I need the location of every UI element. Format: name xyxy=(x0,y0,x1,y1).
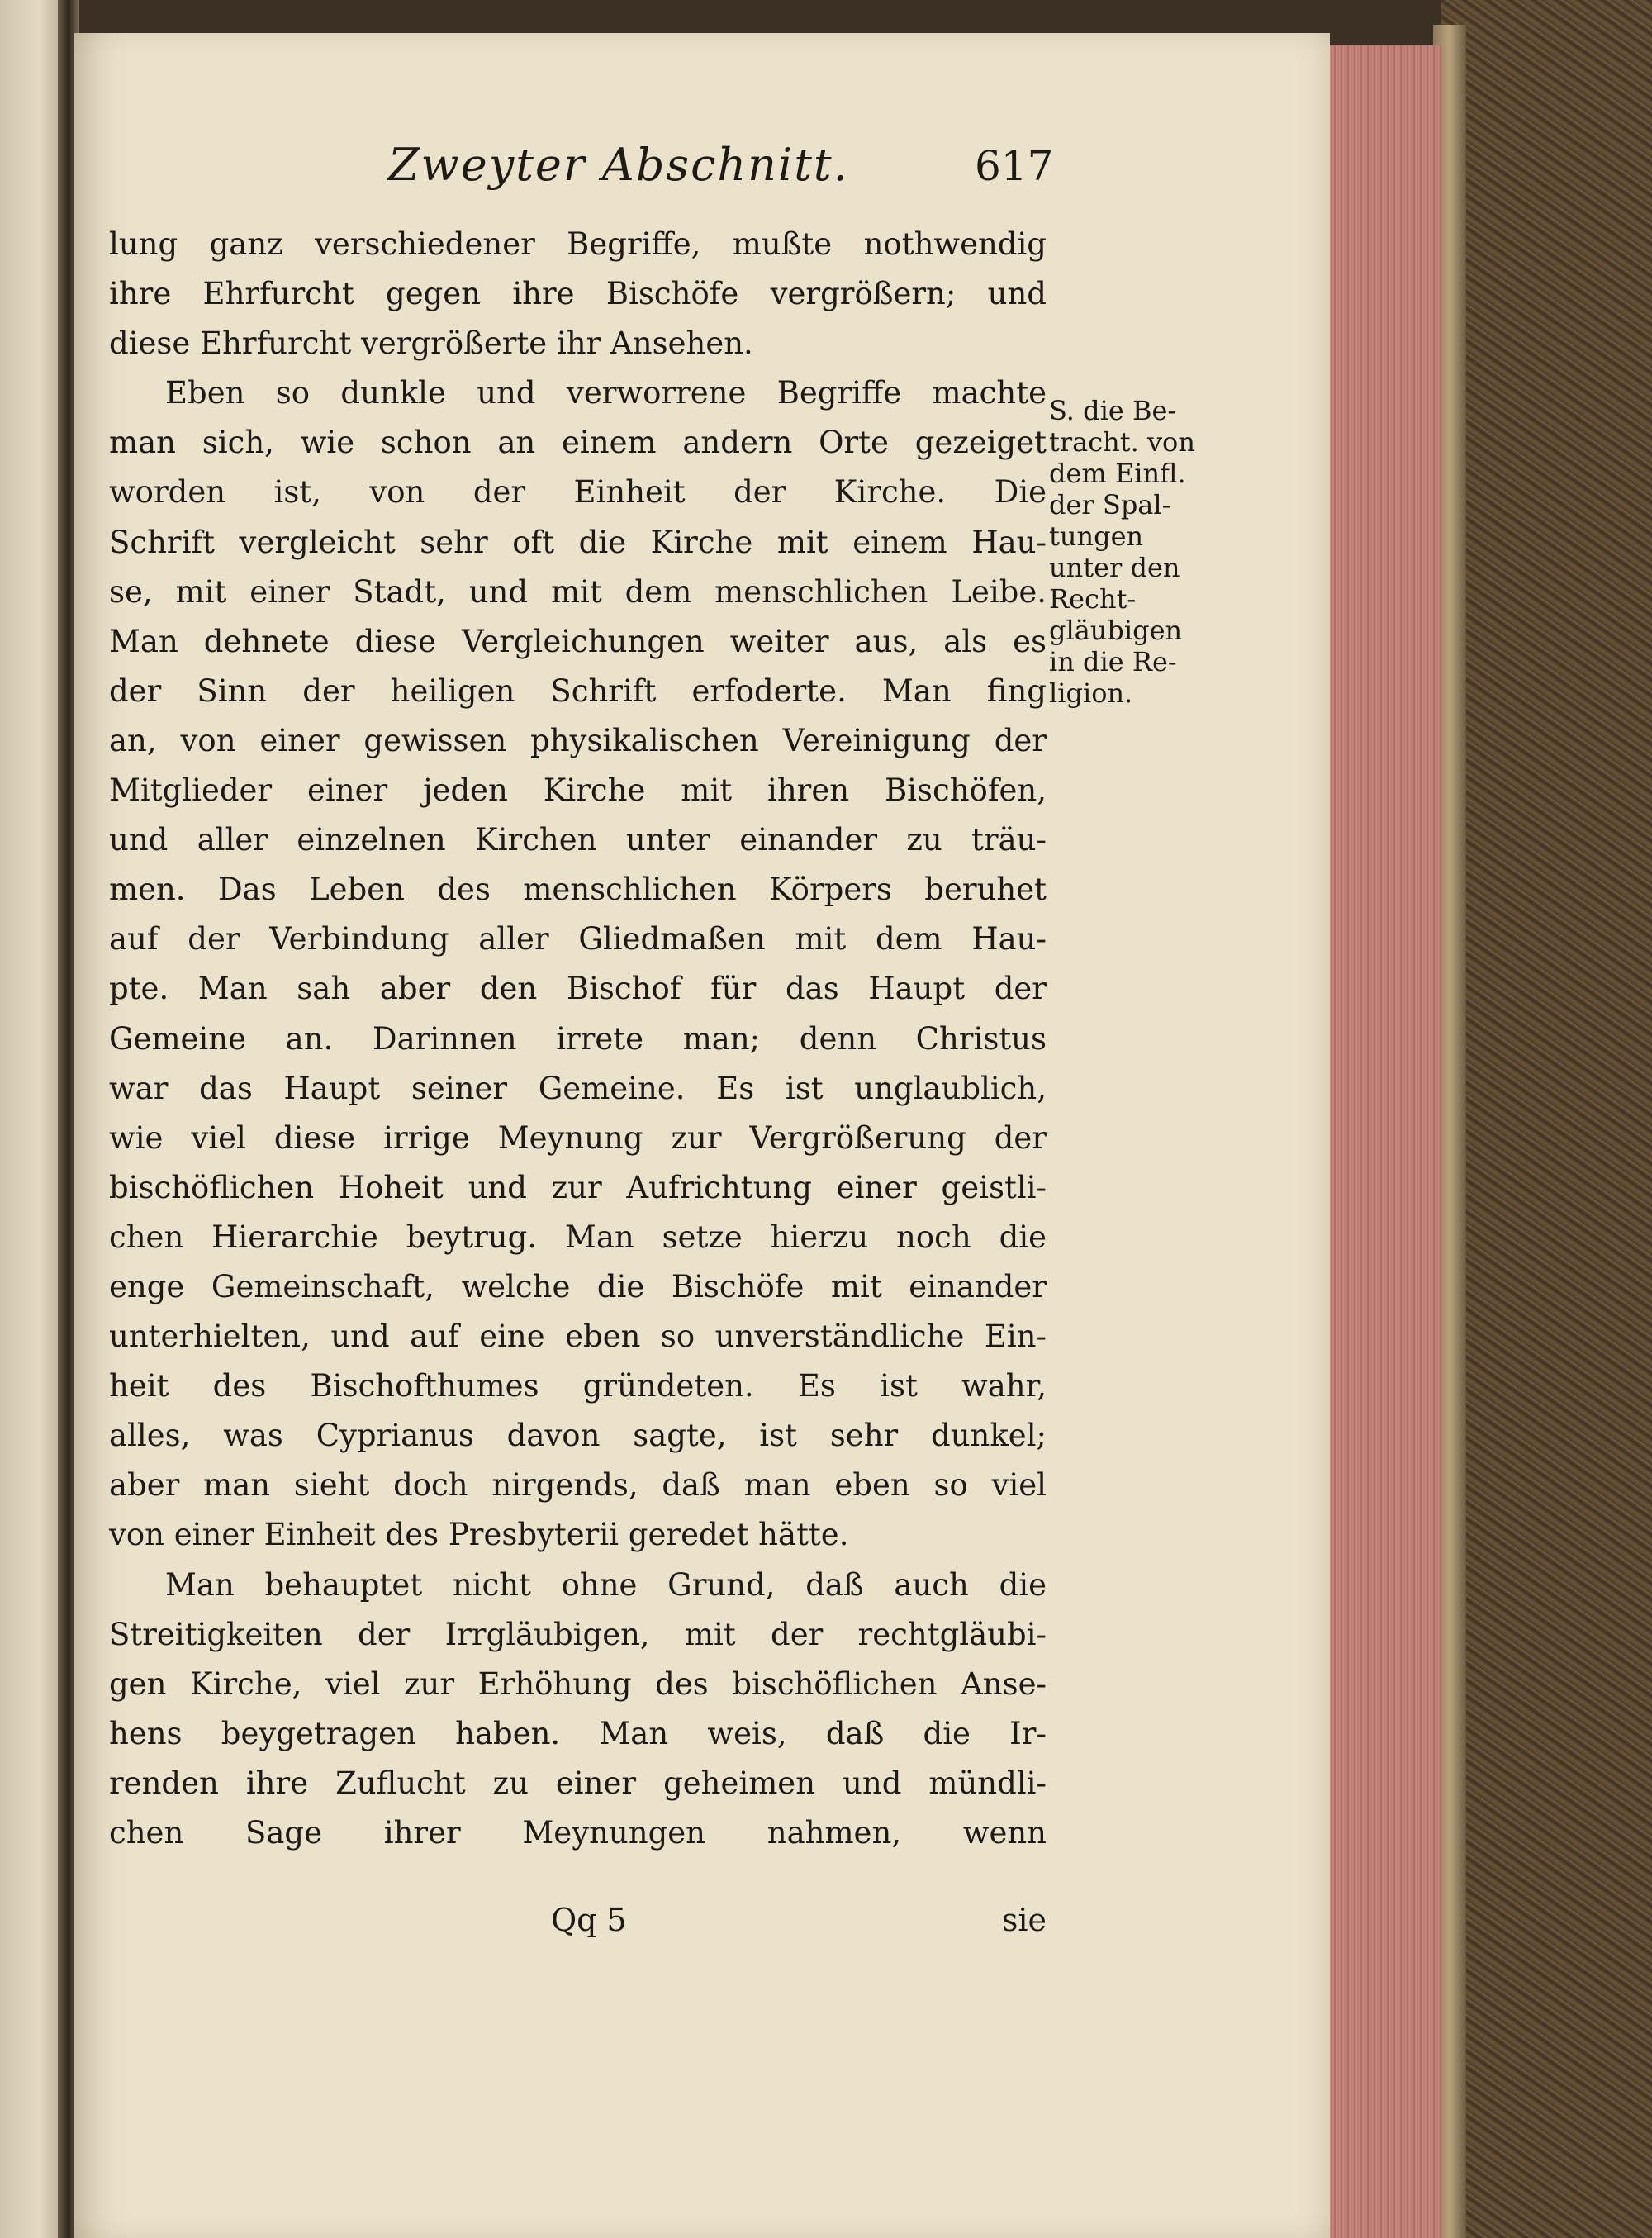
text-line: Man behauptet nicht ohne Grund, daß auch die xyxy=(165,1566,1047,1603)
red-page-edges xyxy=(1317,45,1441,2238)
text-line: pte. Man sah aber den Bischof für das Haupt der xyxy=(109,971,1047,1007)
text-line: von einer Einheit des Presbyterii geredet hätte. xyxy=(109,1517,849,1553)
page-header xyxy=(388,139,1054,205)
leather-binding xyxy=(1441,0,1652,2238)
text-line: diese Ehrfurcht vergrößerte ihr Ansehen. xyxy=(109,325,753,362)
text-line: und aller einzelnen Kirchen unter einander zu träu- xyxy=(109,822,1047,858)
page-footer xyxy=(109,1902,1047,1951)
text-line: man sich, wie schon an einem andern Orte gezeiget xyxy=(109,425,1047,461)
marginal-note-line: dem Einfl. xyxy=(1049,458,1186,489)
text-line: lung ganz verschiedener Begriffe, mußte nothwendig xyxy=(109,226,1047,262)
text-line: hens beygetragen haben. Man weis, daß die Ir- xyxy=(109,1715,1047,1751)
text-line: Gemeine an. Darinnen irrete man; denn Christus xyxy=(109,1020,1047,1057)
text-line: an, von einer gewissen physikalischen Vereinigung der xyxy=(109,722,1047,758)
text-line: chen Hierarchie beytrug. Man setze hierzu noch die xyxy=(109,1219,1047,1255)
text-line: worden ist, von der Einheit der Kirche. Die xyxy=(109,474,1047,511)
marginal-note-line: ligion. xyxy=(1049,677,1133,709)
marginal-note-line: Recht- xyxy=(1049,583,1137,615)
text-line: gen Kirche, viel zur Erhöhung des bischöflichen Anse- xyxy=(109,1665,1047,1702)
marginal-note-line: tracht. von xyxy=(1049,426,1195,458)
text-line: Streitigkeiten der Irrgläubigen, mit der rechtgläubi- xyxy=(109,1616,1047,1652)
text-line: bischöflichen Hoheit und zur Aufrichtung einer geistli- xyxy=(109,1169,1047,1205)
marginal-note-line: unter den xyxy=(1049,552,1180,583)
marginal-note-line: in die Re- xyxy=(1049,646,1177,677)
text-line: heit des Bischofthumes gründeten. Es ist wahr, xyxy=(109,1368,1047,1404)
signature-mark: Qq 5 xyxy=(551,1902,627,1938)
text-line: wie viel diese irrige Meynung zur Vergrößerung der xyxy=(109,1119,1047,1156)
text-line: ihre Ehrfurcht gegen ihre Bischöfe vergrößern; und xyxy=(109,276,1047,312)
text-line: auf der Verbindung aller Gliedmaßen mit dem Hau- xyxy=(109,921,1047,957)
text-line: war das Haupt seiner Gemeine. Es ist unglaublich, xyxy=(109,1070,1047,1106)
text-line: Schrift vergleicht sehr oft die Kirche mit einem Hau- xyxy=(109,524,1047,560)
text-line: der Sinn der heiligen Schrift erfoderte. Man fing xyxy=(109,672,1047,709)
text-line: Man dehnete diese Vergleichungen weiter aus, als es xyxy=(109,623,1047,659)
text-line: chen Sage ihrer Meynungen nahmen, wenn xyxy=(109,1815,1047,1851)
text-line: Eben so dunkle und verworrene Begriffe machte xyxy=(165,375,1047,411)
text-line: aber man sieht doch nirgends, daß man eben so viel xyxy=(109,1467,1047,1504)
text-line: Mitglieder einer jeden Kirche mit ihren Bischöfen, xyxy=(109,772,1047,809)
page-number: 617 xyxy=(975,142,1054,190)
marginal-note-line: S. die Be- xyxy=(1049,395,1177,426)
text-line: men. Das Leben des menschlichen Körpers beruhet xyxy=(109,872,1047,908)
marginal-note xyxy=(1049,395,1247,709)
marginal-note-line: tungen xyxy=(1049,520,1144,552)
running-head: Zweyter Abschnitt. xyxy=(388,139,849,191)
text-line: alles, was Cyprianus davon sagte, ist sehr dunkel; xyxy=(109,1418,1047,1454)
marginal-note-line: gläubigen xyxy=(1049,615,1183,646)
marginal-note-line: der Spal- xyxy=(1049,489,1171,520)
text-line: renden ihre Zuflucht zu einer geheimen und mündli- xyxy=(109,1765,1047,1801)
text-line: unterhielten, und auf eine eben so unverständliche Ein- xyxy=(109,1319,1047,1355)
text-line: enge Gemeinschaft, welche die Bischöfe mit einander xyxy=(109,1268,1047,1304)
catchword: sie xyxy=(1001,1902,1047,1938)
text-line: se, mit einer Stadt, und mit dem menschlichen Leibe. xyxy=(109,573,1047,610)
facing-page-edge xyxy=(0,0,64,2238)
body-text xyxy=(109,220,1047,1858)
